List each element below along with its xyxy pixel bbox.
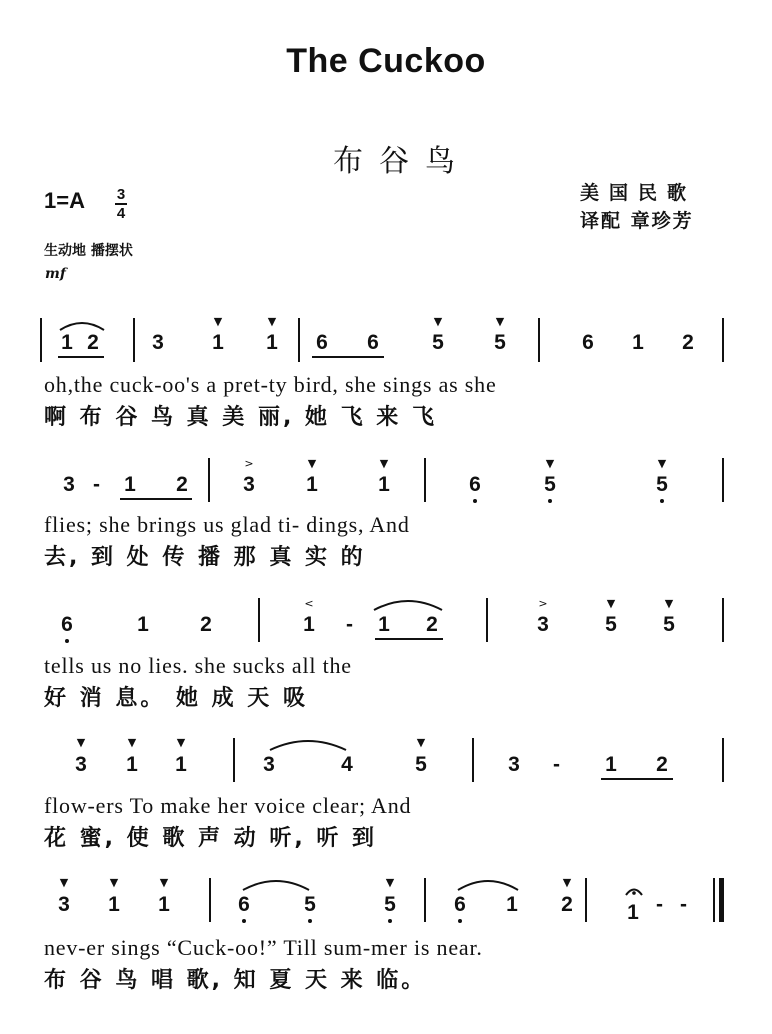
note: 6 — [469, 473, 481, 496]
barline — [722, 458, 724, 502]
note: 1 — [266, 331, 278, 354]
english-lyrics: flies; she brings us glad ti- dings, And — [44, 512, 410, 537]
chinese-lyrics: 好 消 息。 她 成 天 吸 — [44, 686, 308, 711]
accent-mark: ▼ — [76, 736, 86, 749]
accent-mark: ▼ — [159, 876, 169, 889]
hold-dash: - — [656, 893, 663, 916]
accent-mark: < — [304, 597, 314, 610]
english-lyrics: nev-er sings “Cuck-oo!” Till sum-mer is near. — [44, 935, 483, 960]
note: 5 — [605, 613, 617, 636]
underline-beam — [375, 638, 443, 640]
note: 2 — [426, 613, 438, 636]
accent-mark: > — [244, 457, 254, 470]
note: 6 — [367, 331, 379, 354]
translator-credit: 译配 章珍芳 — [580, 210, 694, 232]
accent-mark: ▼ — [213, 315, 223, 328]
fermata-mark — [624, 886, 644, 896]
note: 6 — [238, 893, 250, 916]
accent-mark: ▼ — [433, 315, 443, 328]
note: 5 — [432, 331, 444, 354]
accent-mark: ▼ — [379, 457, 389, 470]
barline — [258, 598, 260, 642]
note: 6 — [61, 613, 73, 636]
accent-mark: ▼ — [385, 876, 395, 889]
note: 5 — [663, 613, 675, 636]
note: 2 — [656, 753, 668, 776]
barline — [298, 318, 300, 362]
english-lyrics: flow-ers To make her voice clear; And — [44, 793, 412, 818]
note: 1 — [158, 893, 170, 916]
slur-mark — [456, 876, 522, 892]
lower-octave-dot — [308, 919, 312, 923]
note: 5 — [544, 473, 556, 496]
accent-mark: ▼ — [127, 736, 137, 749]
barline — [722, 318, 724, 362]
note: 3 — [152, 331, 164, 354]
note: 1 — [175, 753, 187, 776]
chinese-lyrics: 啊 布 谷 鸟 真 美 丽, 她 飞 来 飞 — [44, 405, 437, 430]
underline-beam — [601, 778, 673, 780]
barline — [585, 878, 587, 922]
note: 3 — [58, 893, 70, 916]
hold-dash: - — [680, 893, 687, 916]
lower-octave-dot — [548, 499, 552, 503]
note: 1 — [605, 753, 617, 776]
time-signature-bottom: 4 — [116, 205, 126, 222]
note: 3 — [243, 473, 255, 496]
lower-octave-dot — [388, 919, 392, 923]
dynamic-marking: mf — [45, 266, 66, 282]
note: 2 — [176, 473, 188, 496]
note: 3 — [63, 473, 75, 496]
note: 2 — [682, 331, 694, 354]
note: 5 — [304, 893, 316, 916]
underline-beam — [58, 356, 104, 358]
chinese-lyrics: 花 蜜, 使 歌 声 动 听, 听 到 — [44, 826, 377, 851]
note: 1 — [506, 893, 518, 916]
note: 6 — [316, 331, 328, 354]
note: 5 — [494, 331, 506, 354]
note: 1 — [137, 613, 149, 636]
time-signature-top: 3 — [116, 186, 126, 203]
note: 4 — [341, 753, 353, 776]
note: 5 — [384, 893, 396, 916]
lower-octave-dot — [473, 499, 477, 503]
note: 3 — [508, 753, 520, 776]
barline — [538, 318, 540, 362]
barline — [208, 458, 210, 502]
note: 6 — [454, 893, 466, 916]
lower-octave-dot — [660, 499, 664, 503]
final-barline-thin — [713, 878, 715, 922]
hold-dash: - — [93, 473, 100, 496]
accent-mark: ▼ — [545, 457, 555, 470]
english-lyrics: oh,the cuck-oo's a pret-ty bird, she sings as she — [44, 372, 497, 397]
note: 1 — [126, 753, 138, 776]
note: 1 — [306, 473, 318, 496]
note: 2 — [200, 613, 212, 636]
final-barline-thick — [719, 878, 724, 922]
hold-dash: - — [553, 753, 560, 776]
tempo-marking: 生动地 播摆状 — [44, 243, 133, 259]
song-subtitle: 布谷鸟 — [333, 144, 471, 179]
barline — [424, 458, 426, 502]
underline-beam — [120, 498, 192, 500]
barline — [40, 318, 42, 362]
note: 1 — [61, 331, 73, 354]
accent-mark: ▼ — [664, 597, 674, 610]
note: 1 — [124, 473, 136, 496]
note: 3 — [75, 753, 87, 776]
underline-beam — [312, 356, 384, 358]
barline — [722, 738, 724, 782]
accent-mark: ▼ — [59, 876, 69, 889]
origin-credit: 美国民歌 — [580, 182, 697, 204]
note: 1 — [303, 613, 315, 636]
note: 5 — [656, 473, 668, 496]
note: 6 — [582, 331, 594, 354]
note: 3 — [537, 613, 549, 636]
note: 1 — [212, 331, 224, 354]
time-signature — [115, 186, 127, 222]
note: 1 — [108, 893, 120, 916]
accent-mark: ▼ — [416, 736, 426, 749]
note: 1 — [627, 901, 639, 924]
slur-mark — [372, 596, 448, 612]
song-title: The Cuckoo — [286, 42, 486, 80]
accent-mark: ▼ — [176, 736, 186, 749]
accent-mark: ▼ — [307, 457, 317, 470]
accent-mark: ▼ — [109, 876, 119, 889]
note: 3 — [263, 753, 275, 776]
chinese-lyrics: 布 谷 鸟 唱 歌, 知 夏 天 来 临。 — [44, 968, 427, 993]
note: 2 — [561, 893, 573, 916]
barline — [233, 738, 235, 782]
note: 1 — [632, 331, 644, 354]
accent-mark: ▼ — [495, 315, 505, 328]
accent-mark: > — [538, 597, 548, 610]
accent-mark: ▼ — [657, 457, 667, 470]
barline — [722, 598, 724, 642]
note: 2 — [87, 331, 99, 354]
barline — [472, 738, 474, 782]
accent-mark: ▼ — [267, 315, 277, 328]
lower-octave-dot — [458, 919, 462, 923]
note: 1 — [378, 473, 390, 496]
chinese-lyrics: 去, 到 处 传 播 那 真 实 的 — [44, 545, 366, 570]
barline — [133, 318, 135, 362]
slur-mark — [268, 736, 350, 752]
note: 5 — [415, 753, 427, 776]
barline — [209, 878, 211, 922]
lower-octave-dot — [242, 919, 246, 923]
lower-octave-dot — [65, 639, 69, 643]
accent-mark: ▼ — [606, 597, 616, 610]
barline — [424, 878, 426, 922]
key-signature: 1=A — [44, 188, 85, 213]
slur-mark — [241, 876, 313, 892]
note: 1 — [378, 613, 390, 636]
accent-mark: ▼ — [562, 876, 572, 889]
barline — [486, 598, 488, 642]
english-lyrics: tells us no lies. she sucks all the — [44, 653, 352, 678]
hold-dash: - — [346, 613, 353, 636]
tie-mark — [58, 318, 108, 332]
